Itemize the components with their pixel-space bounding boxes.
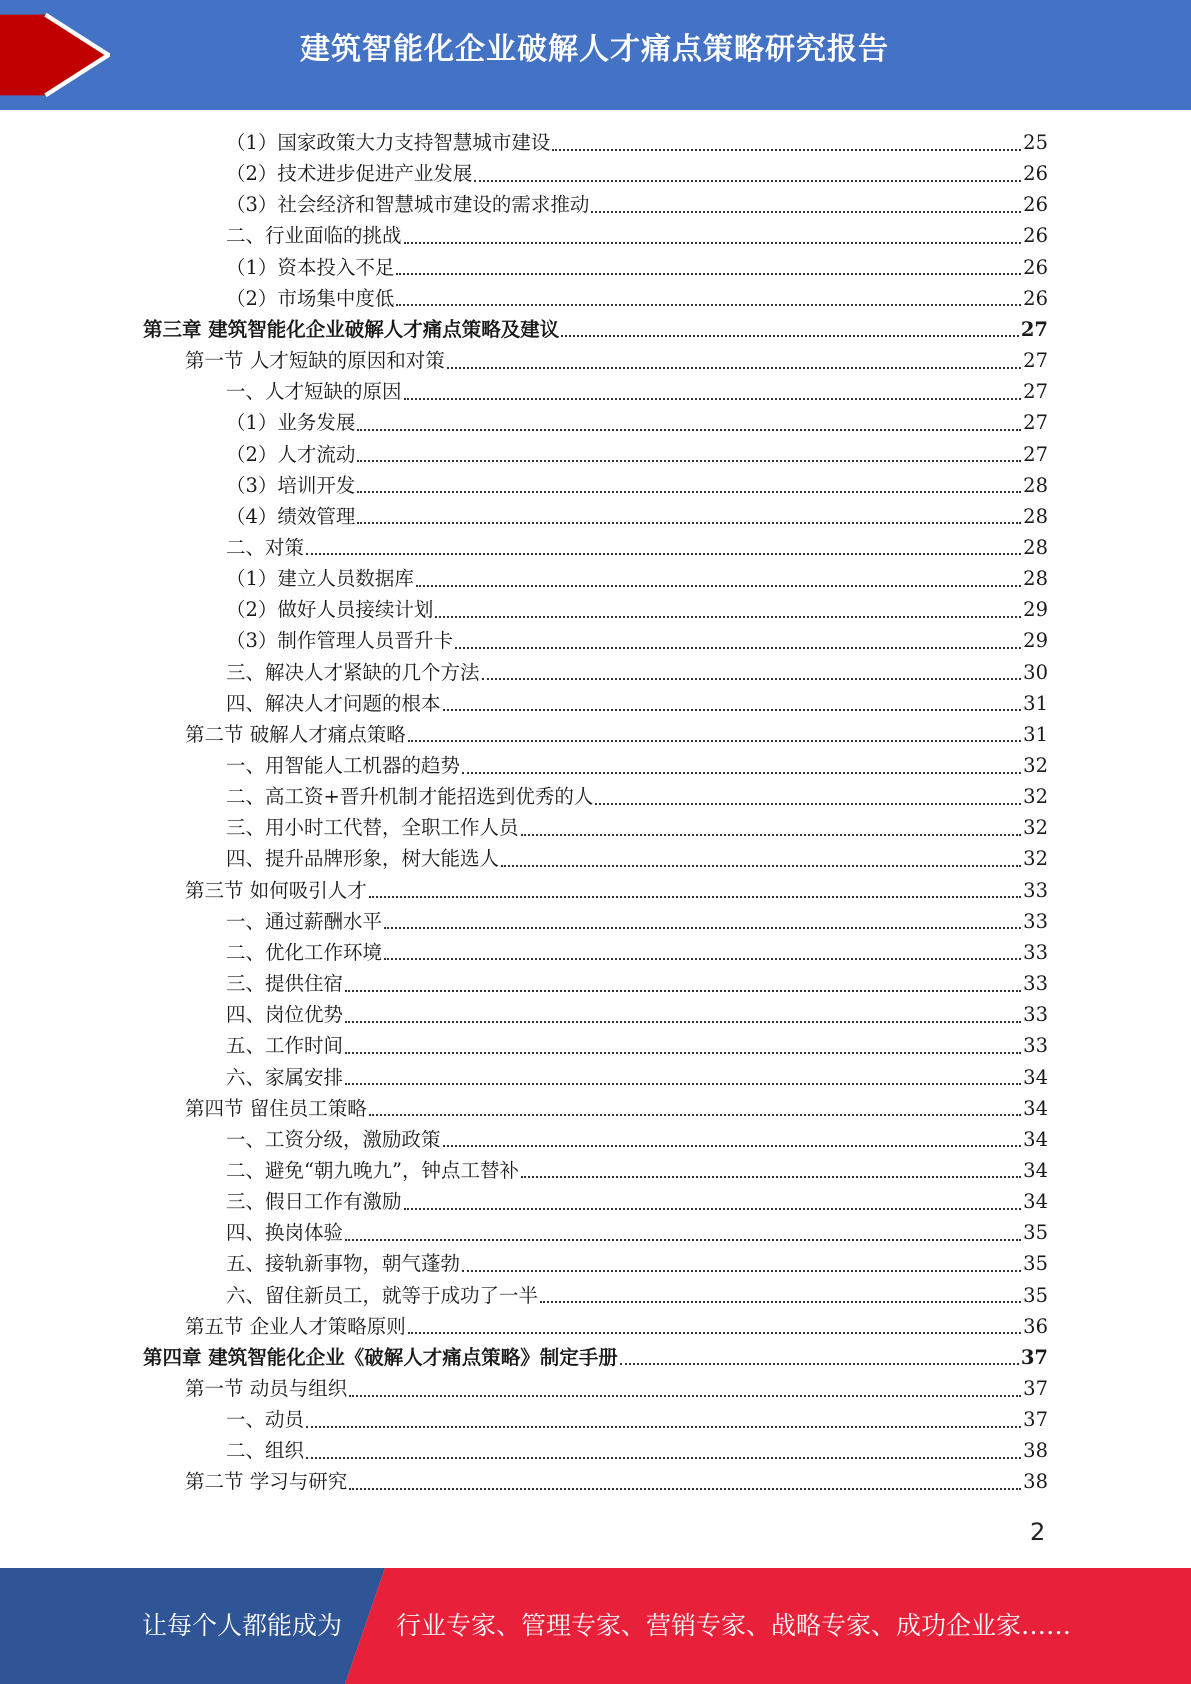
toc-entry-title: 二、组织	[226, 1439, 305, 1463]
toc-entry-page: 34	[1023, 1065, 1048, 1089]
toc-entry-page: 35	[1023, 1221, 1048, 1245]
toc-entry-page: 33	[1023, 909, 1048, 933]
toc-leader-dots	[349, 1488, 1021, 1490]
toc-entry[interactable]	[185, 719, 1048, 750]
toc-leader-dots	[357, 491, 1021, 493]
toc-entry[interactable]	[185, 1311, 1048, 1342]
toc-leader-dots	[521, 1176, 1021, 1178]
toc-entry-page: 32	[1023, 816, 1048, 840]
toc-entry-title: 六、留住新员工，就等于成功了一半	[226, 1283, 539, 1307]
toc-entry[interactable]	[226, 657, 1048, 688]
toc-leader-dots	[408, 740, 1021, 742]
toc-entry-page: 27	[1023, 411, 1048, 435]
toc-entry[interactable]	[226, 968, 1048, 999]
toc-entry-page: 28	[1023, 535, 1048, 559]
toc-entry[interactable]	[226, 750, 1048, 781]
toc-entry-page: 37	[1023, 1408, 1048, 1432]
toc-entry[interactable]	[226, 594, 1048, 625]
toc-leader-dots	[357, 460, 1021, 462]
toc-entry-title: （3）社会经济和智慧城市建设的需求推动	[226, 193, 590, 217]
toc-entry[interactable]	[226, 999, 1048, 1030]
toc-entry[interactable]	[226, 1217, 1048, 1248]
toc-leader-dots	[357, 429, 1021, 431]
toc-leader-dots	[404, 398, 1022, 400]
toc-leader-dots	[521, 834, 1022, 836]
toc-entry[interactable]	[226, 501, 1048, 532]
toc-leader-dots	[404, 242, 1022, 244]
toc-entry-page: 34	[1023, 1190, 1048, 1214]
toc-leader-dots	[369, 1114, 1021, 1116]
toc-leader-dots	[443, 1145, 1022, 1147]
toc-entry-page: 35	[1023, 1252, 1048, 1276]
toc-leader-dots	[345, 1052, 1021, 1054]
toc-entry-page: 37	[1023, 1377, 1048, 1400]
toc-entry[interactable]	[226, 1155, 1048, 1186]
toc-leader-dots	[384, 958, 1021, 960]
toc-entry-title: （2）技术进步促进产业发展	[226, 162, 473, 186]
toc-entry-title: （3）制作管理人员晋升卡	[226, 629, 453, 653]
toc-entry-page: 33	[1023, 940, 1048, 964]
toc-entry-page: 26	[1023, 162, 1048, 186]
toc-entry[interactable]	[185, 1466, 1048, 1497]
toc-entry-title: 三、用小时工代替，全职工作人员	[226, 816, 519, 840]
toc-leader-dots	[345, 1021, 1021, 1023]
toc-entry-page: 27	[1023, 349, 1048, 373]
toc-entry[interactable]	[226, 688, 1048, 719]
toc-leader-dots	[552, 149, 1021, 151]
toc-entry-title: 五、工作时间	[226, 1034, 344, 1058]
toc-entry-page: 31	[1023, 722, 1048, 746]
toc-leader-dots	[357, 522, 1021, 524]
toc-entry[interactable]	[226, 563, 1048, 594]
toc-entry-page: 34	[1023, 1158, 1048, 1182]
toc-entry[interactable]	[226, 1280, 1048, 1311]
toc-entry-page: 26	[1023, 286, 1048, 310]
toc-entry-title: 二、高工资+晋升机制才能招选到优秀的人	[226, 785, 594, 809]
toc-entry-title: 四、换岗体验	[226, 1221, 344, 1245]
toc-entry-page: 26	[1023, 193, 1048, 217]
page-number: 2	[1030, 1518, 1046, 1546]
toc-entry-title: 二、对策	[226, 535, 305, 559]
toc-entry-page: 34	[1023, 1127, 1048, 1151]
toc-entry[interactable]	[226, 812, 1048, 843]
toc-entry-page: 28	[1023, 567, 1048, 591]
toc-entry[interactable]	[226, 220, 1048, 251]
toc-entry[interactable]	[226, 376, 1048, 407]
toc-entry-title: （4）绩效管理	[226, 504, 356, 528]
toc-entry-title: （3）培训开发	[226, 473, 356, 497]
toc-entry[interactable]	[226, 1186, 1048, 1217]
toc-entry-title: 第一节 人才短缺的原因和对策	[185, 349, 445, 373]
toc-entry[interactable]	[226, 1248, 1048, 1279]
footer-banner	[0, 1568, 1191, 1684]
toc-leader-dots	[474, 180, 1021, 182]
toc-entry-page: 35	[1023, 1283, 1048, 1307]
toc-entry[interactable]	[185, 345, 1048, 376]
toc-leader-dots	[306, 1457, 1021, 1459]
toc-entry-page: 27	[1023, 380, 1048, 404]
toc-entry-page: 27	[1023, 442, 1048, 466]
toc-entry[interactable]	[226, 843, 1048, 874]
toc-entry[interactable]	[185, 1373, 1048, 1404]
toc-entry-page: 25	[1023, 131, 1048, 154]
toc-entry-page: 28	[1023, 473, 1048, 497]
toc-entry[interactable]	[226, 189, 1048, 220]
toc-leader-dots	[349, 1395, 1021, 1397]
toc-entry-title: 第二节 学习与研究	[185, 1470, 348, 1494]
toc-entry[interactable]	[226, 439, 1048, 470]
toc-leader-dots	[443, 709, 1022, 711]
toc-entry-title: （1）资本投入不足	[226, 255, 395, 279]
toc-entry-title: 二、避免“朝九晚九”，钟点工替补	[226, 1158, 519, 1182]
toc-entry-title: 一、用智能人工机器的趋势	[226, 754, 461, 777]
toc-leader-dots	[501, 865, 1021, 867]
toc-entry-page: 32	[1023, 754, 1048, 777]
toc-entry-page: 38	[1023, 1439, 1048, 1463]
toc-leader-dots	[396, 273, 1021, 275]
toc-leader-dots	[384, 927, 1021, 929]
toc-leader-dots	[620, 1363, 1019, 1365]
toc-entry[interactable]	[185, 1093, 1048, 1124]
toc-entry-title: 二、优化工作环境	[226, 940, 383, 964]
toc-entry[interactable]	[226, 1435, 1048, 1466]
toc-leader-dots	[369, 896, 1021, 898]
toc-leader-dots	[591, 211, 1021, 213]
toc-entry-title: 第四节 留住员工策略	[185, 1096, 367, 1120]
toc-entry-title: 第二节 破解人才痛点策略	[185, 722, 406, 746]
toc-entry-title: 二、行业面临的挑战	[226, 224, 402, 248]
toc-entry-title: 四、岗位优势	[226, 1003, 344, 1027]
toc-entry-title: 一、通过薪酬水平	[226, 909, 383, 933]
toc-entry-title: （1）建立人员数据库	[226, 567, 414, 591]
toc-entry-title: 四、提升品牌形象，树大能选人	[226, 847, 500, 871]
toc-entry[interactable]	[226, 1062, 1048, 1093]
toc-leader-dots	[540, 1301, 1021, 1303]
toc-entry[interactable]	[226, 1030, 1048, 1061]
toc-entry-page: 31	[1023, 691, 1048, 715]
toc-leader-dots	[396, 304, 1021, 306]
toc-entry-title: 第三节 如何吸引人才	[185, 878, 367, 902]
toc-entry-title: 三、假日工作有激励	[226, 1190, 402, 1214]
toc-entry[interactable]	[143, 1342, 1048, 1373]
toc-leader-dots	[447, 367, 1021, 369]
toc-entry[interactable]	[143, 314, 1048, 345]
toc-entry-page: 33	[1023, 878, 1048, 902]
toc-entry[interactable]	[226, 252, 1048, 283]
footer-slogan-left: 让每个人都能成为	[142, 1611, 343, 1640]
toc-leader-dots	[462, 772, 1021, 774]
toc-leader-dots	[462, 1270, 1021, 1272]
toc-entry-title: （2）人才流动	[226, 442, 356, 466]
toc-entry-page: 29	[1023, 598, 1048, 622]
toc-leader-dots	[595, 803, 1021, 805]
document-title: 建筑智能化企业破解人才痛点策略研究报告	[300, 32, 889, 67]
toc-entry[interactable]	[226, 407, 1048, 438]
toc-entry-page: 34	[1023, 1096, 1048, 1120]
toc-entry-title: 六、家属安排	[226, 1065, 344, 1089]
toc-entry-title: （2）做好人员接续计划	[226, 598, 434, 622]
toc-entry-page: 38	[1023, 1470, 1048, 1494]
toc-entry-page: 27	[1020, 317, 1048, 341]
toc-entry-title: 第五节 企业人才策略原则	[185, 1314, 406, 1338]
toc-leader-dots	[345, 1083, 1021, 1085]
toc-entry-title: 三、解决人才紧缺的几个方法	[226, 660, 480, 684]
toc-entry-title: 四、解决人才问题的根本	[226, 691, 441, 715]
toc-leader-dots	[408, 1332, 1021, 1334]
toc-entry[interactable]	[226, 1124, 1048, 1155]
toc-entry-page: 33	[1023, 1034, 1048, 1058]
toc-entry-title: 第三章 建筑智能化企业破解人才痛点策略及建议	[143, 317, 560, 341]
toc-entry[interactable]	[226, 625, 1048, 656]
toc-entry-page: 32	[1023, 847, 1048, 871]
toc-leader-dots	[404, 1208, 1022, 1210]
toc-entry[interactable]	[185, 875, 1048, 906]
toc-entry-page: 33	[1023, 972, 1048, 996]
toc-leader-dots	[306, 553, 1021, 555]
header-arrow-icon	[0, 0, 110, 110]
toc-leader-dots	[345, 1239, 1021, 1241]
toc-leader-dots	[435, 616, 1021, 618]
toc-entry-page: 26	[1023, 255, 1048, 279]
header-banner	[0, 0, 1191, 110]
toc-entry[interactable]	[226, 283, 1048, 314]
toc-entry-title: 五、接轨新事物，朝气蓬勃	[226, 1252, 461, 1276]
toc-entry-title: 第一节 动员与组织	[185, 1377, 348, 1400]
toc-entry[interactable]	[226, 158, 1048, 189]
toc-entry-page: 37	[1020, 1345, 1048, 1369]
toc-entry-title: （2）市场集中度低	[226, 286, 395, 310]
toc-entry-page: 30	[1023, 660, 1048, 684]
toc-entry-title: 一、工资分级，激励政策	[226, 1127, 441, 1151]
toc-entry-title: 第四章 建筑智能化企业《破解人才痛点策略》制定手册	[143, 1345, 618, 1369]
toc-leader-dots	[455, 647, 1021, 649]
toc-entry-page: 29	[1023, 629, 1048, 653]
toc-entry-title: 一、人才短缺的原因	[226, 380, 402, 404]
toc-leader-dots	[345, 990, 1021, 992]
toc-entry[interactable]	[226, 906, 1048, 937]
toc-entry[interactable]	[226, 781, 1048, 812]
toc-entry-title: （1）业务发展	[226, 411, 356, 435]
toc-entry[interactable]	[226, 532, 1048, 563]
toc-entry[interactable]	[226, 1404, 1048, 1435]
toc-leader-dots	[416, 585, 1021, 587]
toc-entry[interactable]	[226, 127, 1048, 158]
toc-entry-title: （1）国家政策大力支持智慧城市建设	[226, 131, 551, 154]
toc-leader-dots	[482, 678, 1022, 680]
toc-leader-dots	[306, 1426, 1021, 1428]
toc-entry-page: 33	[1023, 1003, 1048, 1027]
toc-entry-page: 28	[1023, 504, 1048, 528]
toc-entry-page: 32	[1023, 785, 1048, 809]
toc-entry-title: 一、动员	[226, 1408, 305, 1432]
toc-entry-page: 36	[1023, 1314, 1048, 1338]
toc-entry-page: 26	[1023, 224, 1048, 248]
toc-entry[interactable]	[226, 470, 1048, 501]
toc-leader-dots	[561, 335, 1019, 337]
toc-entry-title: 三、提供住宿	[226, 972, 344, 996]
footer-slogan-right: 行业专家、管理专家、营销专家、战略专家、成功企业家……	[396, 1611, 1072, 1640]
toc-entry[interactable]	[226, 937, 1048, 968]
